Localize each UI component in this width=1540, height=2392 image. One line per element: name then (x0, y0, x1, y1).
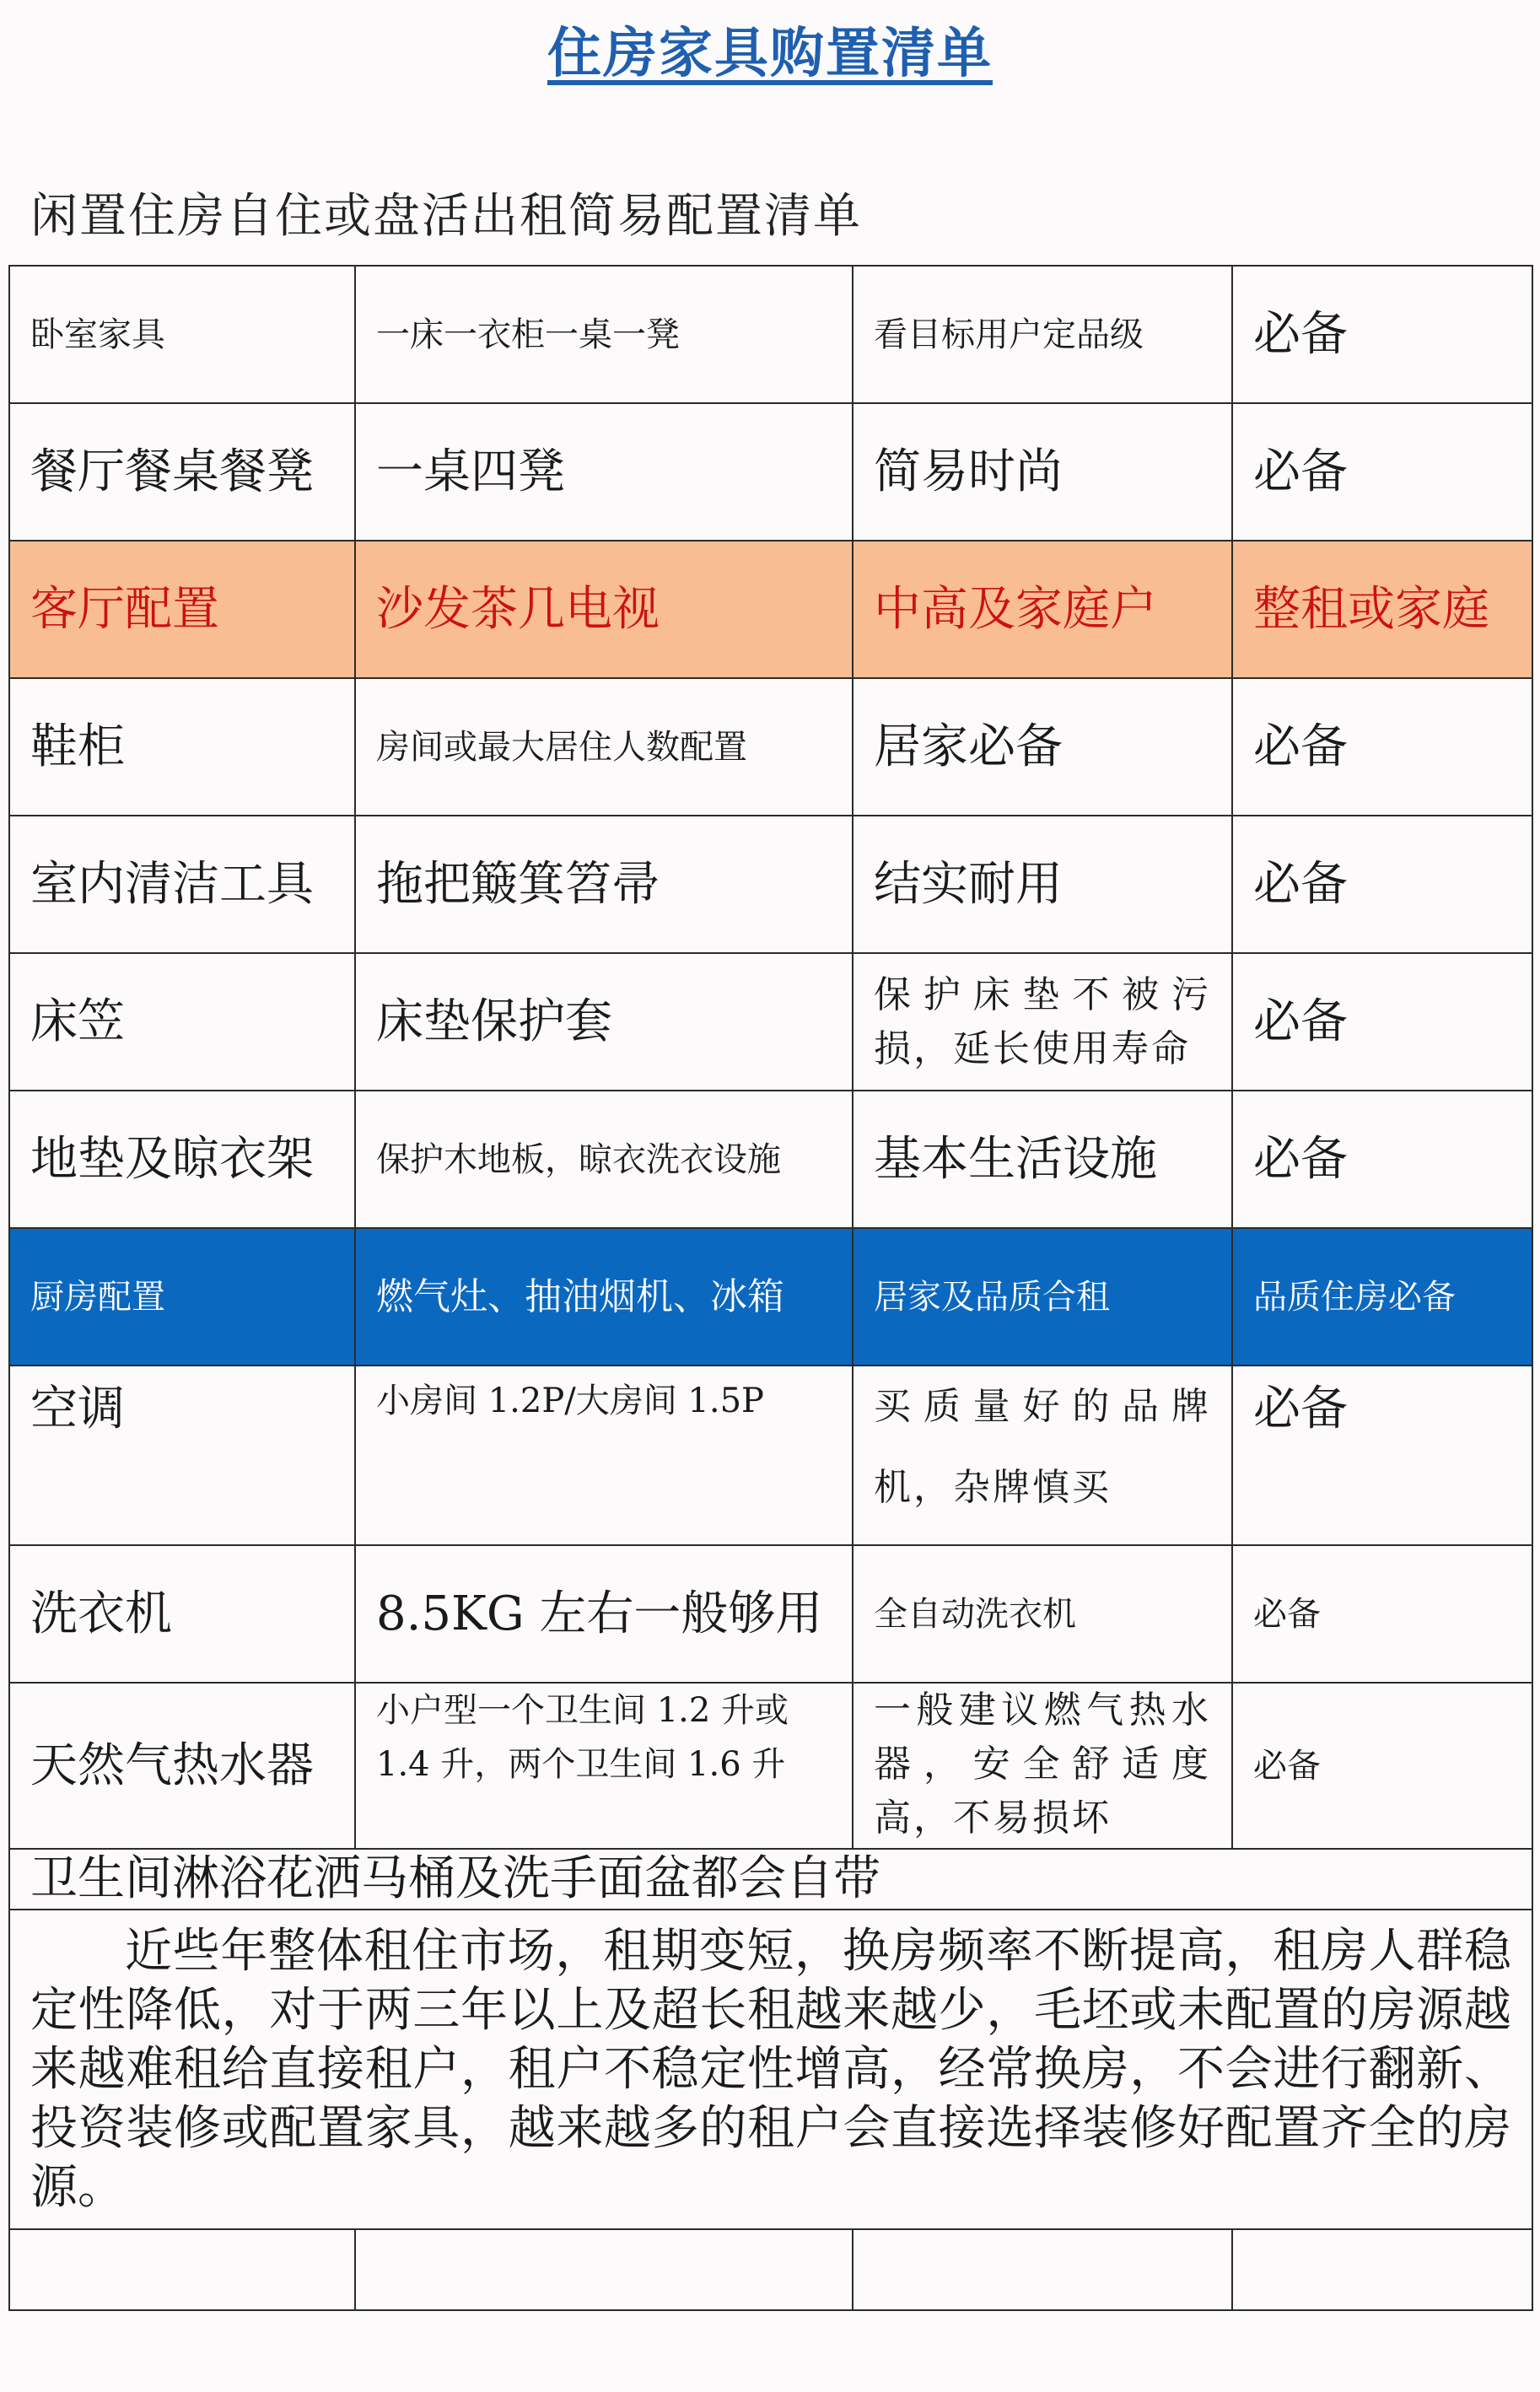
requirement-cell: 必备 (1232, 266, 1532, 403)
table-row (9, 678, 1532, 816)
detail-cell: 8.5KG 左右一般够用 (355, 1545, 853, 1683)
table-row (9, 1683, 1532, 1849)
detail-cell: 房间或最大居住人数配置 (355, 678, 853, 816)
empty-cell (9, 2229, 355, 2310)
item-cell: 卧室家具 (9, 266, 355, 403)
table-row (9, 953, 1532, 1091)
requirement-cell: 必备 (1232, 953, 1532, 1091)
subtitle: 闲置住房自住或盘活出租简易配置清单 (30, 189, 862, 244)
requirement-cell: 必备 (1232, 1091, 1532, 1228)
item-cell: 地垫及晾衣架 (9, 1091, 355, 1228)
detail-cell: 保护木地板，晾衣洗衣设施 (355, 1091, 853, 1228)
item-cell: 厨房配置 (9, 1228, 355, 1366)
item-cell: 餐厅餐桌餐凳 (9, 403, 355, 541)
item-cell: 洗衣机 (9, 1545, 355, 1683)
empty-cell (853, 2229, 1232, 2310)
furniture-table (8, 265, 1533, 2311)
note-cell: 基本生活设施 (853, 1091, 1232, 1228)
bathroom-note: 卫生间淋浴花洒马桶及洗手面盆都会自带 (9, 1849, 1532, 1910)
item-cell: 鞋柜 (9, 678, 355, 816)
note-cell: 结实耐用 (853, 816, 1232, 953)
requirement-cell: 整租或家庭 (1232, 541, 1532, 678)
table-row (9, 816, 1532, 953)
note-cell: 中高及家庭户 (853, 541, 1232, 678)
empty-cell (1232, 2229, 1532, 2310)
note-cell: 保护床垫不被污损，延长使用寿命 (853, 953, 1232, 1091)
detail-cell: 小户型一个卫生间 1.2 升或 1.4 升，两个卫生间 1.6 升 (355, 1683, 853, 1849)
item-cell: 空调 (9, 1366, 355, 1545)
detail-cell: 燃气灶、抽油烟机、冰箱 (355, 1228, 853, 1366)
table-row (9, 1545, 1532, 1683)
detail-cell: 一床一衣柜一桌一凳 (355, 266, 853, 403)
paragraph-cell (9, 1910, 1532, 2229)
table-row-highlighted (9, 541, 1532, 678)
requirement-cell: 品质住房必备 (1232, 1228, 1532, 1366)
note-cell: 简易时尚 (853, 403, 1232, 541)
item-cell: 室内清洁工具 (9, 816, 355, 953)
table-row (9, 1366, 1532, 1545)
detail-cell: 一桌四凳 (355, 403, 853, 541)
detail-cell: 拖把簸箕笤帚 (355, 816, 853, 953)
detail-cell: 沙发茶几电视 (355, 541, 853, 678)
note-cell: 居家及品质合租 (853, 1228, 1232, 1366)
table-row-note (9, 1849, 1532, 1910)
table-row-empty (9, 2229, 1532, 2310)
note-cell: 居家必备 (853, 678, 1232, 816)
item-cell: 天然气热水器 (9, 1683, 355, 1849)
table-row-paragraph (9, 1910, 1532, 2229)
note-cell: 全自动洗衣机 (853, 1545, 1232, 1683)
item-cell: 床笠 (9, 953, 355, 1091)
note-cell: 一般建议燃气热水器，安全舒适度高，不易损坏 (853, 1683, 1232, 1849)
detail-cell: 床垫保护套 (355, 953, 853, 1091)
requirement-cell: 必备 (1232, 403, 1532, 541)
table-row (9, 403, 1532, 541)
note-cell: 买质量好的品牌机，杂牌慎买 (853, 1366, 1232, 1545)
note-cell: 看目标用户定品级 (853, 266, 1232, 403)
table-row (9, 1091, 1532, 1228)
requirement-cell: 必备 (1232, 1366, 1532, 1545)
requirement-cell: 必备 (1232, 816, 1532, 953)
requirement-cell: 必备 (1232, 678, 1532, 816)
requirement-cell: 必备 (1232, 1545, 1532, 1683)
requirement-cell: 必备 (1232, 1683, 1532, 1849)
page-title: 住房家具购置清单 (547, 23, 993, 85)
empty-cell (355, 2229, 853, 2310)
table-row-highlighted (9, 1228, 1532, 1366)
table-row (9, 266, 1532, 403)
item-cell: 客厅配置 (9, 541, 355, 678)
paragraph-text: 近些年整体租住市场，租期变短，换房频率不断提高，租房人群稳定性降低，对于两三年以上及超长租越来越少，毛坯或未配置的房源越来越难租给直接租户，租户不稳定性增高，经常换房，不会进行翻新、投资装修或配置家具，越来越多的租户会直接选择装修好配置齐全的房源。 (30, 1923, 1511, 2215)
detail-cell: 小房间 1.2P/大房间 1.5P (355, 1366, 853, 1545)
